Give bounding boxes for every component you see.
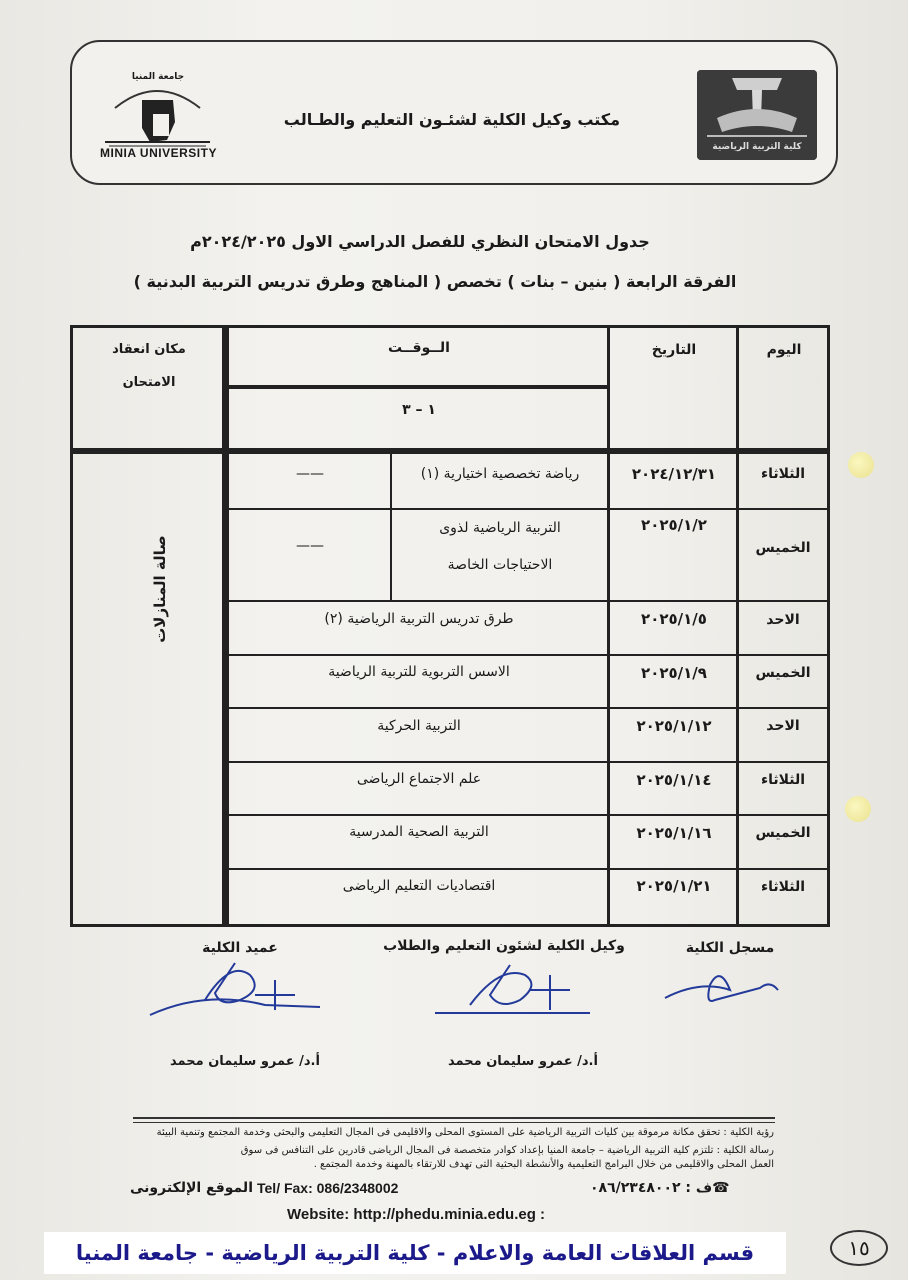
schedule-subtitle: الفرقة الرابعة ( بنين – بنات ) تخصص ( المناهج وطرق تدريس التربية البدنية ): [133, 272, 737, 291]
website-url: Website: http://phedu.minia.edu.eg :: [287, 1206, 546, 1223]
row-date: ٢٠٢٥/١/٢: [641, 516, 707, 534]
row-day: الثلاثاء: [760, 772, 806, 788]
row-date: ٢٠٢٥/١/١٦: [636, 824, 712, 842]
registrar-signature: [660, 960, 780, 1010]
footer-divider: [133, 1117, 775, 1119]
row-subject: علم الاجتماع الرياضى: [356, 771, 482, 787]
row-line: [229, 600, 829, 602]
faculty-vision: رؤية الكلية : تحقق مكانة مرموقة بين كليات التربية الرياضية على المستوى المحلى والاقليمى فى المجال التعليمى والبحثى وخدمة المجتمع وتنمية البيئة: [156, 1127, 774, 1138]
time-date-divider-header: [607, 325, 610, 453]
row-subject: التربية الحركية: [377, 718, 461, 734]
faculty-logo-label: كلية التربية الرياضية: [712, 142, 802, 152]
row-subject: اقتصاديات التعليم الرياضى: [342, 878, 496, 894]
vice-dean-signature: [430, 955, 600, 1025]
second-slot-empty: ——: [296, 466, 324, 482]
registrar-title: مسجل الكلية: [685, 940, 775, 956]
row-subject: التربية الصحية المدرسية: [349, 824, 489, 840]
second-slot-empty: ——: [296, 538, 324, 554]
row-subject: التربية الرياضية لذوى: [439, 520, 561, 536]
faculty-mission-line1: رسالة الكلية : تلتزم كلية التربية الرياضية – جامعة المنيا بإعداد كوادر متخصصة فى المجال الرياضى قادرين على التنافس فى سوق: [240, 1145, 774, 1156]
header-venue-line1: مكان انعقاد: [112, 342, 186, 357]
row-line: [229, 761, 829, 763]
row-line: [229, 707, 829, 709]
header-day: اليوم: [766, 342, 802, 358]
second-slot-divider: [390, 453, 392, 601]
row-line: [229, 654, 829, 656]
university-name: MINIA UNIVERSITY: [100, 146, 217, 160]
schedule-title: جدول الامتحان النظري للفصل الدراسي الاول ٢٠٢٤/٢٠٢٥م: [190, 232, 650, 251]
tel-fax: Tel/ Fax: 086/2348002: [257, 1180, 399, 1196]
dean-title: عميد الكلية: [202, 940, 278, 956]
punch-hole: [845, 796, 871, 822]
time-header-underline: [229, 385, 607, 389]
page-number: ١٥: [830, 1230, 888, 1266]
vice-dean-name: أ.د/ عمرو سليمان محمد: [448, 1054, 598, 1069]
row-line: [229, 868, 829, 870]
punch-hole: [848, 452, 874, 478]
header-time: الــوقــت: [388, 340, 450, 356]
office-title: مكتب وكيل الكلية لشئـون التعليم والطـالب: [283, 110, 620, 129]
row-day: الثلاثاء: [760, 879, 806, 895]
row-subject: طرق تدريس التربية الرياضية (٢): [324, 611, 514, 627]
row-date: ٢٠٢٥/١/١٢: [636, 717, 712, 735]
row-subject-line2: الاحتياجات الخاصة: [447, 557, 553, 573]
row-date: ٢٠٢٥/١/٩: [641, 664, 707, 682]
row-subject: رياضة تخصصية اختيارية (١): [420, 466, 580, 482]
time-slot: ١ – ٣: [402, 402, 436, 418]
university-logo-text: جامعة المنيا: [131, 72, 185, 82]
row-date: ٢٠٢٥/١/١٤: [636, 771, 712, 789]
row-day: الاحد: [766, 718, 800, 734]
row-date: ٢٠٢٥/١/٢١: [636, 877, 712, 895]
row-date: ٢٠٢٥/١/٥: [641, 610, 707, 628]
row-day: الخميس: [755, 825, 811, 841]
department-banner: قسم العلاقات العامة والاعلام - كلية التربية الرياضية - جامعة المنيا: [44, 1232, 786, 1274]
row-day: الاحد: [766, 612, 800, 628]
exam-venue: صالة المنازلات: [151, 535, 169, 643]
header-venue-line2: الامتحان: [122, 375, 176, 390]
row-line: [229, 508, 829, 510]
row-day: الثلاثاء: [760, 466, 806, 482]
row-day: الخميس: [755, 665, 811, 681]
header-bottom-border: [73, 448, 828, 454]
header-date: التاريخ: [651, 342, 697, 358]
venue-column-divider: [222, 325, 229, 927]
row-line: [229, 814, 829, 816]
website-label: الموقع الإلكترونى: [130, 1180, 253, 1196]
row-date: ٢٠٢٤/١٢/٣١: [631, 465, 717, 483]
row-day: الخميس: [755, 540, 811, 556]
row-subject: الاسس التربوية للتربية الرياضية: [328, 664, 510, 680]
footer-divider: [133, 1122, 775, 1123]
dean-signature: [145, 955, 325, 1025]
dean-name: أ.د/ عمرو سليمان محمد: [170, 1054, 320, 1069]
phone-number: ☎ف : ٠٨٦/٢٣٤٨٠٠٢: [590, 1180, 730, 1196]
faculty-mission-line2: العمل المحلى والاقليمى من خلال البرامج التعليمية والأنشطة البحثية التى تهدف للارتقاء بالمهنة وخدمة المجتمع .: [313, 1159, 774, 1170]
vice-dean-title: وكيل الكلية لشئون التعليم والطلاب: [383, 938, 625, 954]
